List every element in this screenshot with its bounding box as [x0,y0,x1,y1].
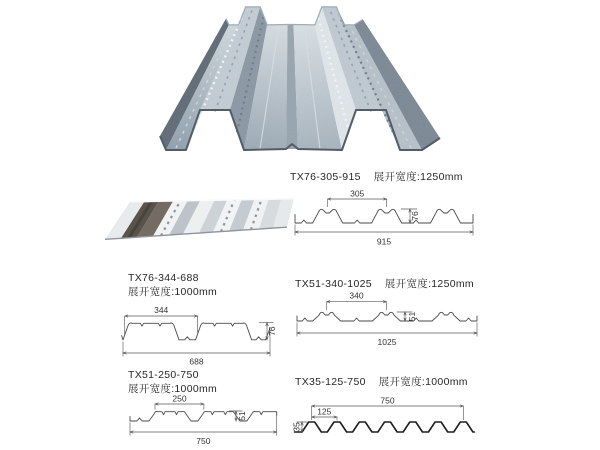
model-name: TX51-340-1025 [295,278,372,290]
unfold-width-label: 展开宽度:1000mm [128,285,218,298]
profile-outline [122,323,271,340]
profile-outline [130,411,277,421]
diagram-title-tx76-344-688 [128,272,217,299]
unfold-width-label: 展开宽度:1250mm [384,278,474,290]
dimension-lines [295,198,473,236]
dim-height: 51 [407,311,417,322]
dim-top-width: 340 [349,290,364,301]
dim-height: 35 [291,422,302,432]
profile-outline [295,209,473,223]
dim-bottom-width: 750 [196,436,211,446]
unfold-width-label: 展开宽度:1000mm [128,382,218,395]
profile-diagram-tx76-305-915 [290,184,485,250]
profile-outline [295,422,475,432]
profile-diagram-tx51-340-1025 [293,288,488,356]
dim-top-width: 250 [172,393,187,404]
profile-outline [297,312,477,321]
profile-diagram-tx35-125-750 [293,392,493,450]
model-name: TX76-305-915 [290,171,361,183]
dim-span-width: 750 [380,395,395,406]
profile-diagram-tx51-250-750 [105,394,290,450]
dimension-lines [130,403,277,436]
dim-height: 76 [410,211,420,221]
dim-bottom-width: 1025 [377,337,397,347]
dim-bottom-width: 915 [376,236,392,247]
dimension-lines [297,300,477,336]
hero-deck-photo [140,0,460,168]
model-name: TX51-250-750 [128,369,199,381]
model-name: TX35-125-750 [295,376,366,388]
model-name: TX76-344-688 [128,272,199,284]
dim-height: 51 [237,411,247,421]
dim-top-width: 344 [154,305,169,315]
diagram-title-tx35-125-750 [295,374,468,389]
thumb-profile-photo [95,182,295,252]
unfold-width-label: 展开宽度:1000mm [378,376,468,388]
dim-height: 76 [267,326,277,336]
dim-top-width: 305 [350,188,365,199]
dim-bottom-width: 688 [189,356,204,367]
dimension-lines [123,315,274,357]
diagram-title-tx76-305-915 [290,169,463,184]
dim-pitch: 125 [317,406,332,417]
unfold-width-label: 展开宽度:1250mm [373,171,463,183]
profile-diagram-tx76-344-688 [105,296,290,368]
diagram-title-tx51-250-750 [128,369,217,396]
